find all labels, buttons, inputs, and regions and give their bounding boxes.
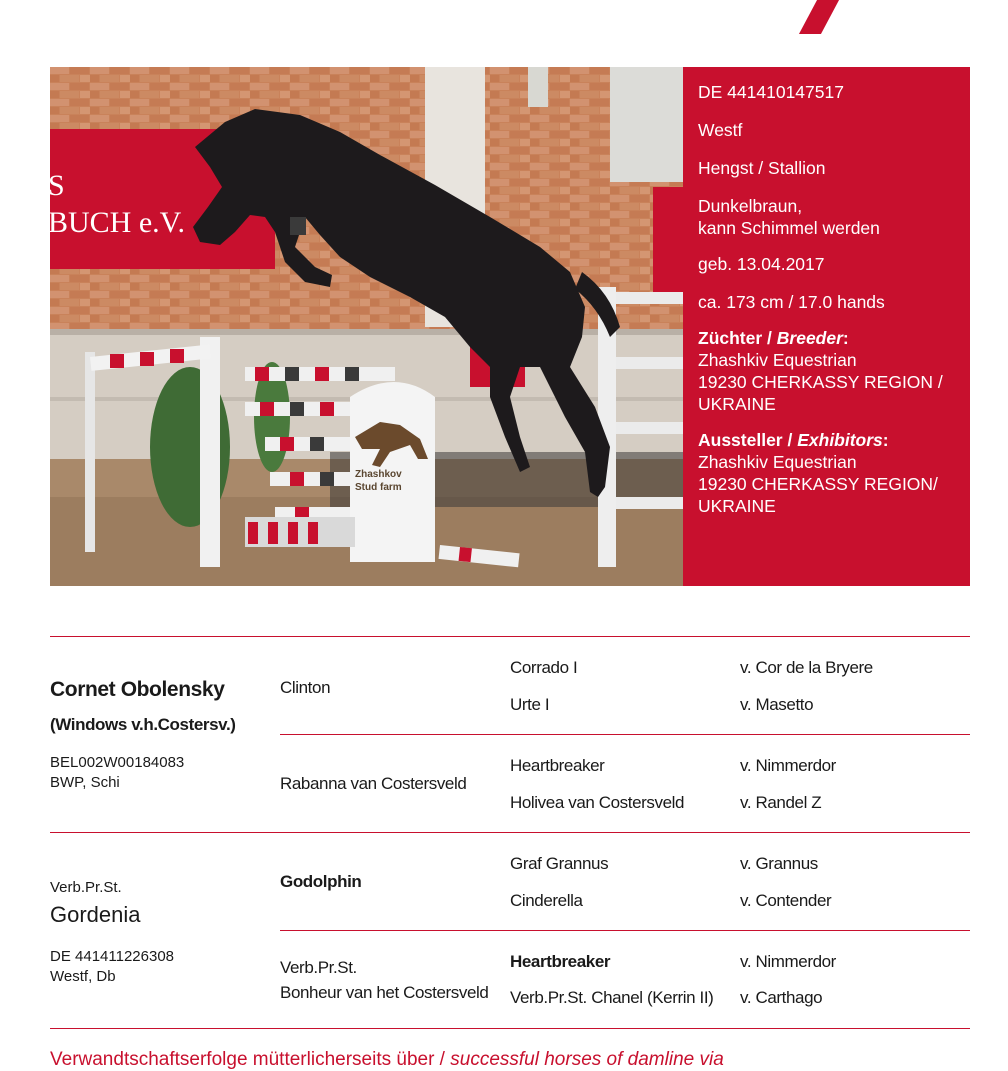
sire-sire-dam-sire: v. Masetto bbox=[740, 695, 814, 714]
brand-accent-stripe bbox=[799, 0, 839, 34]
birth-date: geb. 13.04.2017 bbox=[698, 254, 825, 274]
dam-sire-dam: Cinderella bbox=[510, 891, 583, 910]
breeder-block bbox=[698, 327, 956, 415]
breeder-address-line1: 19230 CHERKASSY REGION / bbox=[698, 372, 943, 392]
sire-sire-dam: Urte I bbox=[510, 695, 550, 714]
breeder-label: Züchter / Breeder: bbox=[698, 328, 849, 348]
sire-sire-sire: Corrado I bbox=[510, 658, 578, 677]
damline-heading: Verwandtschaftserfolge mütterlicherseits über / successful horses of damline via bbox=[50, 1049, 724, 1070]
dam-sire: Godolphin bbox=[280, 872, 362, 891]
dam-sire-sire: Graf Grannus bbox=[510, 854, 609, 873]
board-text-line2: Stud farm bbox=[355, 482, 402, 493]
exhibitor-label: Aussteller / Exhibitors: bbox=[698, 430, 889, 450]
coat-color-line1: Dunkelbraun, bbox=[698, 196, 803, 216]
board-text-line1: Zhashkov bbox=[355, 469, 402, 480]
sire-sire: Clinton bbox=[280, 678, 331, 697]
banner-text-line2: BUCH e.V. bbox=[48, 206, 185, 239]
sire-dam-dam-sire: v. Randel Z bbox=[740, 793, 822, 812]
sire-alias: (Windows v.h.Costersv.) bbox=[50, 715, 236, 734]
height: ca. 173 cm / 17.0 hands bbox=[698, 292, 885, 312]
horse-info-panel bbox=[683, 67, 970, 586]
pedigree-rule-sire-mid bbox=[280, 734, 970, 735]
banner-text-line1: S bbox=[48, 169, 65, 202]
exhibitor-address-line1: 19230 CHERKASSY REGION/ bbox=[698, 474, 938, 494]
dam-registration: DE 441411226308 bbox=[50, 948, 174, 965]
breed: Westf bbox=[698, 120, 743, 140]
dam-dam-dam-sire: v. Carthago bbox=[740, 988, 823, 1007]
sire-registration: BEL002W00184083 bbox=[50, 754, 185, 771]
pedigree-rule-dam-mid bbox=[280, 930, 970, 931]
pedigree-table bbox=[50, 636, 970, 1028]
dam-sire-sire-sire: v. Grannus bbox=[740, 854, 818, 873]
sire-studbook: BWP, Schi bbox=[50, 774, 120, 791]
exhibitor-name: Zhashkiv Equestrian bbox=[698, 452, 857, 472]
exhibitor-block bbox=[698, 429, 956, 517]
breeder-address-line2: UKRAINE bbox=[698, 394, 776, 414]
dam-dam-sire-sire: v. Nimmerdor bbox=[740, 952, 836, 971]
coat-color-line2: kann Schimmel werden bbox=[698, 218, 880, 238]
sire-sire-sire-sire: v. Cor de la Bryere bbox=[740, 658, 873, 677]
dam-dam-dam: Verb.Pr.St. Chanel (Kerrin II) bbox=[510, 988, 714, 1007]
sire-dam: Rabanna van Costersveld bbox=[280, 774, 467, 793]
pedigree-rule-bottom bbox=[50, 1028, 970, 1029]
dam-name: Gordenia bbox=[50, 902, 141, 927]
horse-photo bbox=[50, 67, 683, 586]
sire-dam-sire-sire: v. Nimmerdor bbox=[740, 756, 836, 775]
pedigree-rule-middle bbox=[50, 832, 970, 833]
sex: Hengst / Stallion bbox=[698, 158, 826, 178]
dam-dam-sire: Heartbreaker bbox=[510, 952, 611, 971]
dam-dam-title: Verb.Pr.St. bbox=[280, 958, 357, 977]
sire-name: Cornet Obolensky bbox=[50, 678, 225, 701]
dam-dam: Bonheur van het Costersveld bbox=[280, 983, 489, 1002]
pedigree-rule-top bbox=[50, 636, 970, 637]
sire-dam-sire: Heartbreaker bbox=[510, 756, 605, 775]
registration-number: DE 441410147517 bbox=[698, 82, 844, 102]
dam-sire-dam-sire: v. Contender bbox=[740, 891, 832, 910]
breeder-name: Zhashkiv Equestrian bbox=[698, 350, 857, 370]
sire-dam-dam: Holivea van Costersveld bbox=[510, 793, 685, 812]
exhibitor-address-line2: UKRAINE bbox=[698, 496, 776, 516]
coat-color bbox=[698, 195, 956, 239]
dam-title: Verb.Pr.St. bbox=[50, 879, 122, 896]
dam-studbook: Westf, Db bbox=[50, 968, 116, 985]
